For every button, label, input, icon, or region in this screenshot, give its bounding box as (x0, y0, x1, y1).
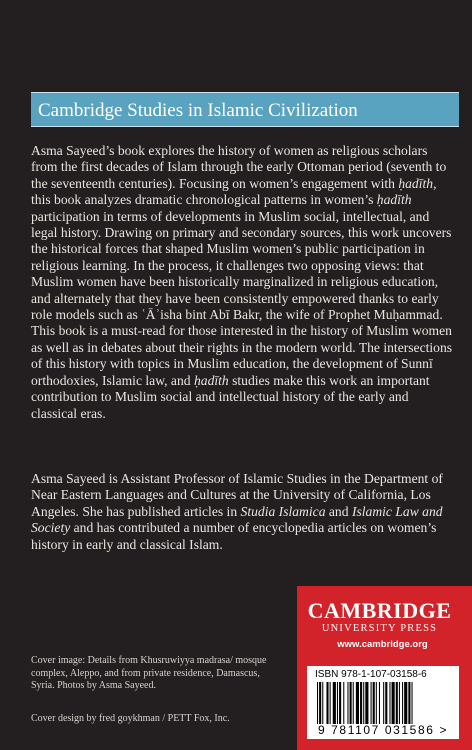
publisher-name: CAMBRIDGE (307, 598, 452, 623)
description-text: studies make this work an important contribution to Muslim social and intellectual history of the early and classical eras. (31, 372, 430, 421)
italic-term: ḥadīth (193, 372, 229, 388)
barcode-bar (392, 682, 395, 724)
cover-image-credit: Cover image: Details from Khusruwiyya madrasa/ mosque complex, Aleppo, and from private residence, Damascus, Syria. Photos by Asma Sayeed. (31, 655, 267, 691)
author-bio (31, 471, 456, 553)
barcode-bar (379, 682, 380, 724)
barcode-bar (376, 682, 377, 724)
barcode-bar (356, 682, 359, 724)
barcode-bar (326, 682, 328, 724)
book-description (31, 143, 456, 422)
barcode-bar (399, 682, 400, 724)
barcode-bar (365, 682, 368, 724)
barcode-bar (383, 682, 384, 724)
barcode-bars (315, 682, 451, 724)
barcode-bar (333, 682, 336, 724)
publisher-subtitle: UNIVERSITY PRESS (321, 623, 438, 634)
barcode-bar (412, 682, 413, 724)
barcode-bar (396, 682, 398, 724)
publisher-url: www.cambridge.org (337, 639, 428, 650)
barcode-suffix: > (439, 723, 449, 737)
barcode-bar (363, 682, 364, 724)
barcode-bar (402, 682, 403, 724)
barcode-bar (347, 682, 348, 724)
barcode-bar (360, 682, 362, 724)
barcode-bar (385, 682, 387, 724)
description-paragraph (31, 143, 456, 422)
bio-paragraph (31, 471, 456, 553)
isbn-label: ISBN 978-1-107-03158-6 (315, 669, 427, 680)
barcode-bar (317, 682, 318, 724)
barcode-bar (373, 682, 375, 724)
barcode-bar (389, 682, 390, 724)
bio-text: Asma Sayeed is Assistant Professor of Islamic Studies in the Department of Near Eastern Languages and Cultures at the University of California, Los Angeles. She has published articles in (31, 471, 443, 519)
bio-text: and (325, 503, 352, 519)
italic-term: ḥadīth (376, 192, 412, 208)
journal-title: Studia Islamica (240, 503, 326, 519)
description-text: participation in terms of developments in Muslim social, intellectual, and legal history. Drawing on primary and secondary sources, this work uncovers the historical forces that shaped Muslim women’s public participation in religious learning. In the process, it challenges two opposing views: that Muslim women have been historically marginalized in religious education, and alternately that they have been consistently empowered thanks to early role models such as ʿĀʾisha bint Abī Bakr, the wife of Prophet Muḥammad. This book is a must-read for those interested in the history of Muslim women as well as in debates about their rights in the modern world. The intersections of this history with topics in Muslim education, the development of Sunnī orthodoxies, Islamic law, and (31, 208, 453, 388)
barcode-digits (307, 723, 459, 737)
barcode-block (307, 666, 459, 739)
description-text: Asma Sayeed’s book explores the history of women as religious scholars from the first decades of Islam through the early Ottoman period (seventh to the seventeenth centuries). Focusing on women’s engagement with (31, 143, 447, 191)
barcode-bar (337, 682, 338, 724)
barcode-bar (404, 682, 407, 724)
barcode-number: 9 781107 031586 (317, 723, 435, 737)
cover-design-credit: Cover design by fred goykhman / PETT Fox, Inc. (31, 713, 230, 724)
journal-title: Islamic Law and Society (31, 503, 443, 536)
barcode-bar (353, 682, 354, 724)
series-title: Cambridge Studies in Islamic Civilization (38, 100, 358, 121)
barcode-bar (371, 682, 372, 724)
bio-text: and has contributed a number of encyclopedia articles on women’s history in early and classical Islam. (31, 520, 437, 552)
barcode-bar (319, 682, 321, 724)
description-text: , this book analyzes dramatic chronological patterns in women’s (31, 175, 437, 208)
barcode-bar (330, 682, 331, 724)
barcode-bar (339, 682, 341, 724)
barcode-bar (322, 682, 323, 724)
series-title-bar (31, 92, 459, 127)
italic-term: ḥadīth (398, 175, 434, 191)
barcode-bar (408, 682, 410, 724)
barcode-bar (343, 682, 344, 724)
barcode-bar (350, 682, 352, 724)
